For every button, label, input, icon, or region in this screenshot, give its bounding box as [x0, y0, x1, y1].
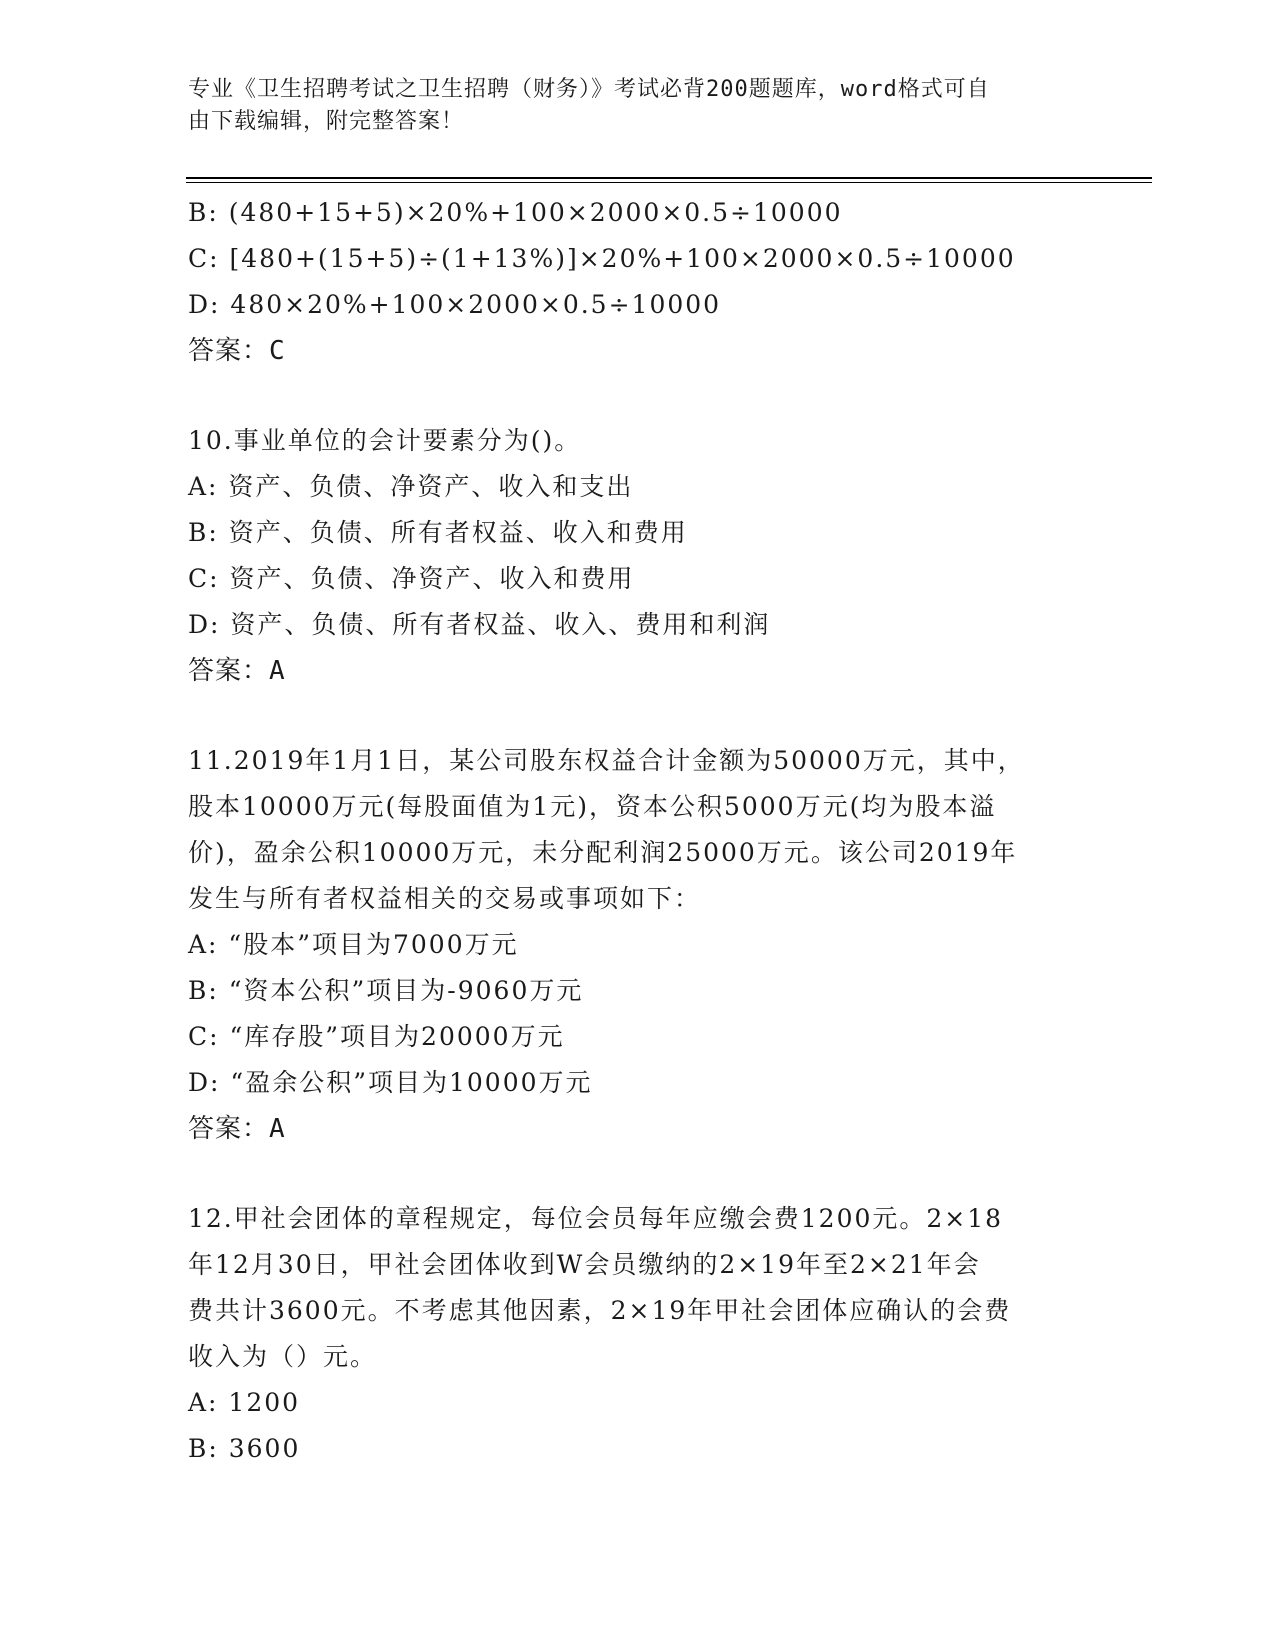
- q11-option-c: C: “库存股”项目为20000万元: [188, 1022, 565, 1051]
- q11-option-a: A: “股本”项目为7000万元: [188, 930, 519, 959]
- q11-stem-line-3: 价)，盈余公积10000万元，未分配利润25000万元。该公司2019年: [188, 838, 1018, 867]
- q10-option-c: C: 资产、负债、净资产、收入和费用: [188, 564, 635, 593]
- q10-option-b: B: 资产、负债、所有者权益、收入和费用: [188, 518, 688, 547]
- q12-stem-line-1: 12.甲社会团体的章程规定，每位会员每年应缴会费1200元。2×18: [188, 1204, 1004, 1233]
- q10-stem: 10.事业单位的会计要素分为()。: [188, 426, 582, 455]
- q10-option-d: D: 资产、负债、所有者权益、收入、费用和利润: [188, 610, 771, 639]
- question-11: [188, 738, 1068, 1152]
- header-title-line-1: 专业《卫生招聘考试之卫生招聘（财务）》考试必背200题题库，word格式可自: [188, 77, 990, 102]
- q12-stem-line-2: 年12月30日，甲社会团体收到W会员缴纳的2×19年至2×21年会: [188, 1250, 981, 1279]
- document-header: [188, 74, 1068, 138]
- q12-option-b: B: 3600: [188, 1434, 301, 1463]
- question-10: [188, 418, 1068, 694]
- q9-option-b: B: (480+15+5)×20%+100×2000×0.5÷10000: [188, 198, 843, 227]
- q12-stem-line-4: 收入为（）元。: [188, 1342, 378, 1371]
- q11-stem-line-2: 股本10000万元(每股面值为1元)，资本公积5000万元(均为股本溢: [188, 792, 997, 821]
- q12-stem-line-3: 费共计3600元。不考虑其他因素，2×19年甲社会团体应确认的会费: [188, 1296, 1012, 1325]
- header-title-line-2: 由下载编辑，附完整答案！: [188, 109, 465, 134]
- q11-option-b: B: “资本公积”项目为-9060万元: [188, 976, 584, 1005]
- q9-answer: 答案：C: [188, 336, 286, 366]
- spacer: [188, 374, 1068, 418]
- q12-option-a: A: 1200: [188, 1388, 301, 1417]
- question-content: [188, 190, 1068, 1472]
- spacer: [188, 1152, 1068, 1196]
- q11-stem-line-1: 11.2019年1月1日，某公司股东权益合计金额为50000万元，其中，: [188, 746, 1025, 775]
- q11-answer: 答案：A: [188, 1114, 286, 1144]
- q11-option-d: D: “盈余公积”项目为10000万元: [188, 1068, 593, 1097]
- question-12: [188, 1196, 1068, 1472]
- q11-stem-line-4: 发生与所有者权益相关的交易或事项如下：: [188, 884, 702, 913]
- q9-option-c: C: [480+(15+5)÷(1+13%)]×20%+100×2000×0.5÷10000: [188, 244, 1016, 273]
- q10-option-a: A: 资产、负债、净资产、收入和支出: [188, 472, 634, 501]
- question-9-tail: [188, 190, 1068, 374]
- spacer: [188, 694, 1068, 738]
- q9-option-d: D: 480×20%+100×2000×0.5÷10000: [188, 290, 722, 319]
- header-divider-thick: [186, 177, 1152, 179]
- header-divider-thin: [186, 182, 1152, 183]
- q10-answer: 答案：A: [188, 656, 286, 686]
